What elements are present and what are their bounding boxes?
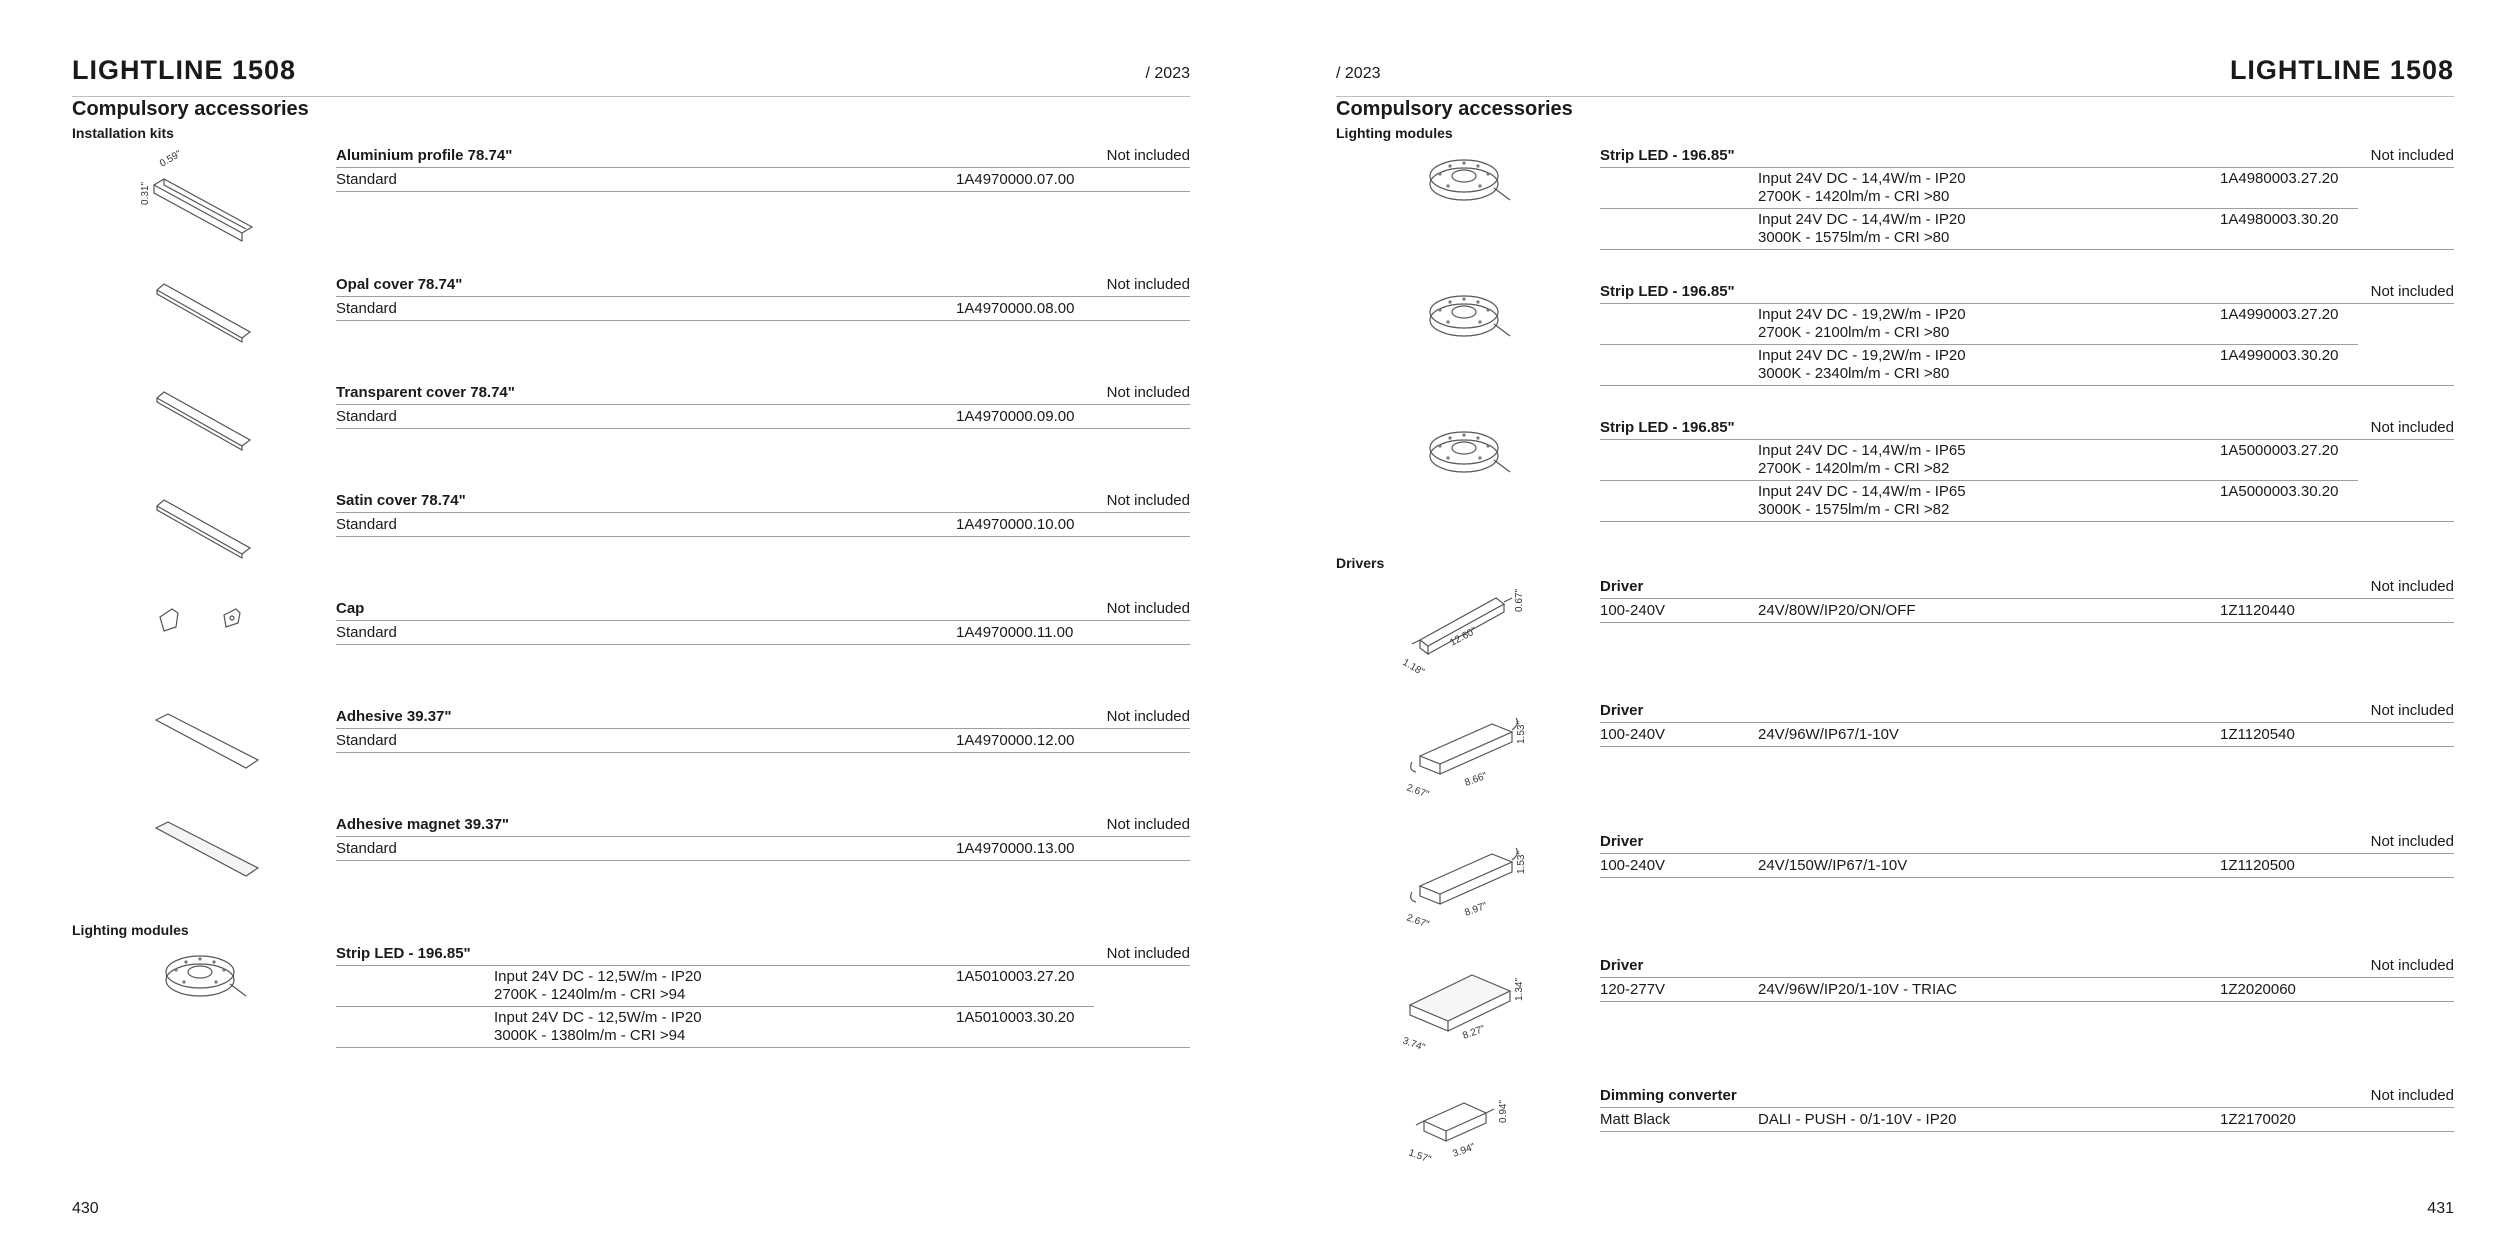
product-name: Aluminium profile 78.74": [336, 147, 513, 164]
driver-spec: 24V/96W/IP67/1-10V: [1758, 726, 1899, 743]
strip-spec-line2: 3000K - 1380lm/m - CRI >94: [494, 1027, 686, 1044]
variant: Standard: [336, 171, 397, 188]
driver-row: [1600, 833, 2454, 881]
variant: Standard: [336, 840, 397, 857]
led-strip-reel-icon: [1424, 288, 1514, 348]
product-name: Dimming converter: [1600, 1087, 1737, 1104]
product-name: Driver: [1600, 957, 1644, 974]
driver-spec: 24V/150W/IP67/1-10V: [1758, 857, 1908, 874]
strip-led-table: [336, 945, 1190, 1050]
converter-dim-c: 0.94": [1498, 1099, 1509, 1123]
row-divider: [336, 296, 1190, 297]
strip-spec-line1: Input 24V DC - 14,4W/m - IP65: [1758, 442, 1966, 459]
product-name: Adhesive magnet 39.37": [336, 816, 510, 833]
included-status: Not included: [2370, 702, 2454, 719]
row-divider: [336, 320, 1190, 321]
driver-dim-b: 8.66": [1463, 770, 1489, 789]
product-name: Strip LED - 196.85": [336, 945, 471, 962]
product-name: Driver: [1600, 702, 1644, 719]
included-status: Not included: [1106, 147, 1190, 164]
left-page: [72, 0, 1190, 1250]
product-code: 1A4970000.08.00: [956, 300, 1075, 317]
product-code: 1A4970000.12.00: [956, 732, 1075, 749]
product-code: 1Z2170020: [2220, 1111, 2296, 1128]
lighting-modules-label: Lighting modules: [72, 922, 189, 938]
row-divider: [1600, 249, 2454, 250]
driver-dim-b: 8.27": [1461, 1023, 1487, 1042]
page-number: 430: [72, 1200, 99, 1217]
driver-voltage: 120-277V: [1600, 981, 1666, 998]
converter-dim-b: 3.94": [1451, 1141, 1477, 1160]
strip-spec-line2: 3000K - 2340lm/m - CRI >80: [1758, 365, 1950, 382]
product-name: Opal cover 78.74": [336, 276, 463, 293]
driver-row: [1600, 1087, 2454, 1135]
included-status: Not included: [1106, 384, 1190, 401]
strip-spec-line1: Input 24V DC - 12,5W/m - IP20: [494, 1009, 702, 1026]
product-row: [336, 708, 1190, 758]
brand-title: LIGHTLINE 1508: [72, 55, 297, 85]
catalog-year: / 2023: [1145, 65, 1190, 82]
driver-spec: 24V/96W/IP20/1-10V - TRIAC: [1758, 981, 1957, 998]
driver-voltage: 100-240V: [1600, 602, 1666, 619]
row-divider: [1600, 521, 2454, 522]
row-divider: [1600, 385, 2454, 386]
cap-icon: [156, 605, 256, 635]
row-divider: [336, 536, 1190, 537]
driver-row: [1600, 702, 2454, 750]
converter-dim-a: 1.57": [1406, 1147, 1433, 1166]
row-divider: [336, 965, 1190, 966]
product-code: 1A5000003.27.20: [2220, 442, 2339, 459]
variant: Standard: [336, 732, 397, 749]
row-divider: [336, 512, 1190, 513]
included-status: Not included: [2370, 578, 2454, 595]
included-status: Not included: [2370, 957, 2454, 974]
led-strip-reel-icon: [1424, 424, 1514, 484]
driver-dim-c: 1.53": [1516, 720, 1527, 744]
strip-led-table: [1600, 283, 2454, 388]
row-divider: [336, 620, 1190, 621]
row-divider: [1600, 208, 2358, 209]
row-divider: [336, 404, 1190, 405]
product-code: 1A4970000.13.00: [956, 840, 1075, 857]
variant: Standard: [336, 624, 397, 641]
strip-spec-line1: Input 24V DC - 19,2W/m - IP20: [1758, 306, 1966, 323]
row-divider: [1600, 1001, 2454, 1002]
led-strip-reel-icon: [1424, 152, 1514, 212]
row-divider: [1600, 344, 2358, 345]
row-divider: [1600, 722, 2454, 723]
included-status: Not included: [1106, 492, 1190, 509]
row-divider: [336, 860, 1190, 861]
product-row: [336, 492, 1190, 542]
row-divider: [336, 1047, 1190, 1048]
product-name: Driver: [1600, 833, 1644, 850]
driver-dim-a: 2.67": [1404, 782, 1431, 801]
strip-spec-line1: Input 24V DC - 14,4W/m - IP65: [1758, 483, 1966, 500]
included-status: Not included: [1106, 945, 1190, 962]
product-row: [336, 600, 1190, 650]
driver-dim-c: 1.34": [1514, 977, 1525, 1001]
product-code: 1Z2020060: [2220, 981, 2296, 998]
row-divider: [336, 836, 1190, 837]
driver-voltage: 100-240V: [1600, 726, 1666, 743]
product-name: Strip LED - 196.85": [1600, 147, 1735, 164]
included-status: Not included: [2370, 147, 2454, 164]
row-divider: [1600, 167, 2454, 168]
included-status: Not included: [1106, 276, 1190, 293]
product-code: 1A4970000.09.00: [956, 408, 1075, 425]
driver-row: [1600, 578, 2454, 626]
product-code: 1Z1120500: [2220, 857, 2295, 874]
row-divider: [1600, 1107, 2454, 1108]
included-status: Not included: [1106, 708, 1190, 725]
driver-spec: 24V/80W/IP20/ON/OFF: [1758, 602, 1916, 619]
included-status: Not included: [2370, 419, 2454, 436]
brand-title: LIGHTLINE 1508: [2229, 55, 2454, 85]
installation-kits-label: Installation kits: [72, 125, 174, 141]
variant: Standard: [336, 408, 397, 425]
row-divider: [1600, 303, 2454, 304]
driver-row: [1600, 957, 2454, 1005]
included-status: Not included: [2370, 833, 2454, 850]
product-code: 1A4970000.07.00: [956, 171, 1075, 188]
right-page: [1336, 0, 2454, 1250]
adhesive-icon: [152, 712, 262, 772]
product-code: 1A4970000.10.00: [956, 516, 1075, 533]
product-code: 1A4990003.30.20: [2220, 347, 2339, 364]
strip-spec-line2: 2700K - 2100lm/m - CRI >80: [1758, 324, 1950, 341]
strip-spec-line1: Input 24V DC - 12,5W/m - IP20: [494, 968, 702, 985]
product-code: 1Z1120540: [2220, 726, 2295, 743]
product-row: [336, 276, 1190, 326]
row-divider: [336, 167, 1190, 168]
page-number: 431: [2427, 1200, 2454, 1217]
included-status: Not included: [2370, 283, 2454, 300]
row-divider: [1600, 480, 2358, 481]
product-name: Satin cover 78.74": [336, 492, 466, 509]
driver-voltage: 100-240V: [1600, 857, 1666, 874]
header-rule: [72, 96, 1190, 97]
strip-spec-line2: 2700K - 1420lm/m - CRI >80: [1758, 188, 1950, 205]
strip-spec-line2: 3000K - 1575lm/m - CRI >82: [1758, 501, 1950, 518]
product-name: Adhesive 39.37": [336, 708, 452, 725]
driver-dim-a: 1.18": [1400, 657, 1426, 679]
row-divider: [336, 1006, 1094, 1007]
row-divider: [1600, 877, 2454, 878]
header-rule: [1336, 96, 2454, 97]
product-code: 1A4990003.27.20: [2220, 306, 2339, 323]
variant: Standard: [336, 300, 397, 317]
driver-finish: Matt Black: [1600, 1111, 1671, 1128]
included-status: Not included: [2370, 1087, 2454, 1104]
lighting-modules-label: Lighting modules: [1336, 125, 1453, 141]
product-name: Transparent cover 78.74": [336, 384, 515, 401]
strip-spec-line2: 2700K - 1420lm/m - CRI >82: [1758, 460, 1950, 477]
product-name: Driver: [1600, 578, 1644, 595]
row-divider: [1600, 1131, 2454, 1132]
opal-cover-icon: [152, 280, 252, 350]
driver-spec: DALI - PUSH - 0/1-10V - IP20: [1758, 1111, 1957, 1128]
driver-dim-c: 0.67": [1514, 588, 1525, 612]
row-divider: [336, 728, 1190, 729]
product-name: Strip LED - 196.85": [1600, 283, 1735, 300]
row-divider: [1600, 853, 2454, 854]
section-title: Compulsory accessories: [72, 98, 309, 120]
product-code: 1A4980003.30.20: [2220, 211, 2339, 228]
strip-spec-line2: 2700K - 1240lm/m - CRI >94: [494, 986, 686, 1003]
row-divider: [336, 191, 1190, 192]
strip-spec-line2: 3000K - 1575lm/m - CRI >80: [1758, 229, 1950, 246]
product-row: [336, 384, 1190, 434]
row-divider: [336, 752, 1190, 753]
strip-spec-line1: Input 24V DC - 14,4W/m - IP20: [1758, 211, 1966, 228]
product-code: 1A5010003.30.20: [956, 1009, 1075, 1026]
row-divider: [1600, 439, 2454, 440]
driver-box-icon: [1400, 700, 1530, 800]
satin-cover-icon: [152, 496, 252, 566]
strip-led-table: [1600, 419, 2454, 524]
strip-led-table: [1600, 147, 2454, 252]
drivers-label: Drivers: [1336, 555, 1385, 571]
product-code: 1A4980003.27.20: [2220, 170, 2339, 187]
product-name: Cap: [336, 600, 365, 617]
row-divider: [336, 428, 1190, 429]
profile-height-dim: 0.31": [140, 181, 151, 205]
transparent-cover-icon: [152, 388, 252, 458]
section-title: Compulsory accessories: [1336, 98, 1573, 120]
driver-flat-box-icon: [1400, 955, 1530, 1055]
driver-dim-b: 12.60": [1448, 625, 1479, 649]
row-divider: [336, 644, 1190, 645]
product-name: Strip LED - 196.85": [1600, 419, 1735, 436]
row-divider: [1600, 598, 2454, 599]
variant: Standard: [336, 516, 397, 533]
driver-dim-a: 3.74": [1400, 1035, 1427, 1054]
strip-spec-line1: Input 24V DC - 14,4W/m - IP20: [1758, 170, 1966, 187]
profile-width-dim: 0.59": [158, 148, 184, 170]
product-code: 1A5000003.30.20: [2220, 483, 2339, 500]
driver-box-icon: [1400, 830, 1530, 930]
included-status: Not included: [1106, 816, 1190, 833]
product-code: 1A5010003.27.20: [956, 968, 1075, 985]
row-divider: [1600, 977, 2454, 978]
driver-slim-icon: [1400, 578, 1530, 679]
row-divider: [1600, 746, 2454, 747]
aluminium-profile-icon: [140, 148, 252, 250]
led-strip-reel-icon: [160, 948, 250, 1008]
product-row: [336, 147, 1190, 197]
driver-dim-c: 1.53": [1516, 850, 1527, 874]
driver-dim-a: 2.67": [1404, 912, 1431, 931]
dimming-converter-icon: [1406, 1085, 1516, 1165]
driver-dim-b: 8.97": [1463, 900, 1489, 919]
row-divider: [1600, 622, 2454, 623]
strip-spec-line1: Input 24V DC - 19,2W/m - IP20: [1758, 347, 1966, 364]
product-code: 1A4970000.11.00: [956, 624, 1074, 641]
product-code: 1Z1120440: [2220, 602, 2295, 619]
included-status: Not included: [1106, 600, 1190, 617]
catalog-year: / 2023: [1336, 65, 1381, 82]
adhesive-magnet-icon: [152, 820, 262, 880]
product-row: [336, 816, 1190, 866]
